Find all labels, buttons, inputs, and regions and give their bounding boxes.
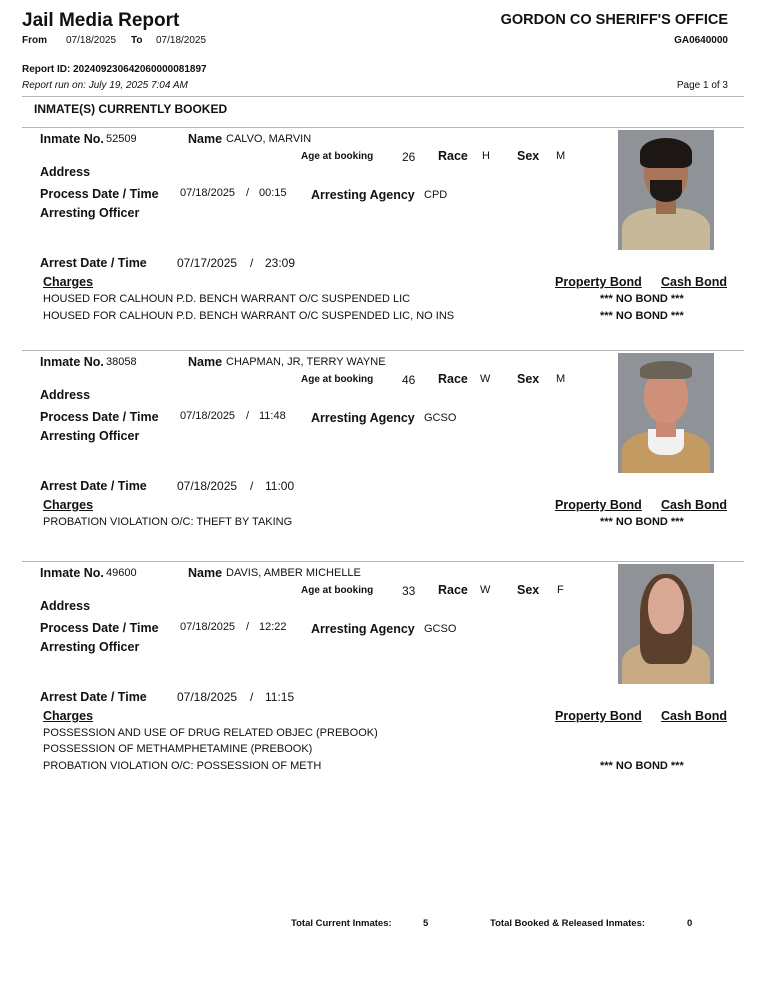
cash-bond-label: Cash Bond: [661, 498, 727, 512]
arresting-agency-value: CPD: [424, 189, 448, 201]
from-date: 07/18/2025: [66, 35, 117, 46]
arrest-time-value: 11:00: [265, 479, 295, 493]
process-slash: /: [246, 621, 250, 633]
arrest-date-value: 07/17/2025: [177, 256, 238, 270]
age-value: 46: [402, 373, 416, 387]
sex-value: M: [556, 150, 566, 162]
charge-line: POSSESSION AND USE OF DRUG RELATED OBJEC (PREBOOK): [43, 727, 378, 739]
name-value: CALVO, MARVIN: [226, 133, 312, 145]
charges-label: Charges: [43, 498, 94, 512]
report-title: Jail Media Report: [22, 10, 180, 31]
name-label: Name: [188, 566, 223, 580]
record-divider: [22, 561, 744, 562]
charge-line: PROBATION VIOLATION O/C: THEFT BY TAKING: [43, 516, 293, 528]
arresting-agency-value: GCSO: [424, 412, 457, 424]
total-current-label: Total Current Inmates:: [291, 918, 392, 929]
sex-label: Sex: [517, 583, 540, 597]
race-label: Race: [438, 149, 468, 163]
address-label: Address: [40, 165, 91, 179]
process-date-value: 07/18/2025: [180, 621, 236, 633]
report-id: Report ID: 202409230642060000081897: [22, 64, 207, 75]
sex-label: Sex: [517, 372, 540, 386]
cash-bond-label: Cash Bond: [661, 275, 727, 289]
arrest-date-value: 07/18/2025: [177, 479, 238, 493]
process-slash: /: [246, 187, 250, 199]
process-time-value: 00:15: [259, 187, 287, 199]
age-value: 33: [402, 584, 416, 598]
report-run-on: Report run on: July 19, 2025 7:04 AM: [22, 80, 188, 91]
record-divider: [22, 350, 744, 351]
inmate-no-label: Inmate No.: [40, 566, 104, 580]
total-booked-label: Total Booked & Released Inmates:: [490, 918, 646, 929]
race-label: Race: [438, 372, 468, 386]
bond-status: *** NO BOND ***: [600, 310, 684, 322]
inmate-photo: [618, 564, 714, 684]
sex-label: Sex: [517, 149, 540, 163]
property-bond-label: Property Bond: [555, 498, 642, 512]
inmate-photo: [618, 130, 714, 250]
total-current-value: 5: [423, 918, 429, 929]
page-number: Page 1 of 3: [676, 80, 728, 91]
process-time-value: 11:48: [259, 410, 286, 422]
charge-line: POSSESSION OF METHAMPHETAMINE (PREBOOK): [43, 743, 313, 755]
arrest-date-value: 07/18/2025: [177, 690, 238, 704]
property-bond-label: Property Bond: [555, 275, 642, 289]
from-label: From: [22, 35, 47, 46]
arresting-agency-label: Arresting Agency: [311, 188, 415, 202]
section-title: INMATE(S) CURRENTLY BOOKED: [34, 102, 228, 116]
arresting-agency-value: GCSO: [424, 623, 457, 635]
process-date-label: Process Date / Time: [40, 187, 159, 201]
bond-status: *** NO BOND ***: [600, 293, 684, 305]
section-divider: [22, 127, 744, 128]
arrest-date-label: Arrest Date / Time: [40, 690, 147, 704]
charge-line: HOUSED FOR CALHOUN P.D. BENCH WARRANT O/C SUSPENDED LIC, NO INS: [43, 310, 455, 322]
arresting-agency-label: Arresting Agency: [311, 411, 415, 425]
process-date-value: 07/18/2025: [180, 410, 236, 422]
name-label: Name: [188, 132, 223, 146]
process-date-label: Process Date / Time: [40, 621, 159, 635]
name-value: CHAPMAN, JR, TERRY WAYNE: [226, 356, 386, 368]
to-date: 07/18/2025: [156, 35, 207, 46]
agency-code: GA0640000: [674, 35, 728, 46]
process-time-value: 12:22: [259, 621, 287, 633]
to-label: To: [131, 35, 143, 46]
arrest-time-value: 23:09: [265, 256, 296, 270]
arrest-date-label: Arrest Date / Time: [40, 479, 147, 493]
race-value: W: [480, 373, 491, 385]
header-divider: [22, 96, 744, 97]
total-booked-value: 0: [687, 918, 693, 929]
arresting-officer-label: Arresting Officer: [40, 206, 140, 220]
bond-status: *** NO BOND ***: [600, 760, 684, 772]
sex-value: M: [556, 373, 566, 385]
process-slash: /: [246, 410, 250, 422]
agency-name: GORDON CO SHERIFF'S OFFICE: [500, 12, 728, 28]
name-value: DAVIS, AMBER MICHELLE: [226, 567, 361, 579]
inmate-no-label: Inmate No.: [40, 132, 104, 146]
bond-status: *** NO BOND ***: [600, 516, 684, 528]
race-value: H: [482, 150, 490, 162]
charges-label: Charges: [43, 709, 94, 723]
charge-line: HOUSED FOR CALHOUN P.D. BENCH WARRANT O/C SUSPENDED LIC: [43, 293, 411, 305]
arrest-slash: /: [250, 690, 254, 704]
race-value: W: [480, 584, 491, 596]
inmate-no-value: 52509: [106, 133, 137, 145]
arresting-agency-label: Arresting Agency: [311, 622, 415, 636]
name-label: Name: [188, 355, 223, 369]
inmate-no-value: 38058: [106, 356, 137, 368]
age-label: Age at booking: [301, 374, 374, 385]
arresting-officer-label: Arresting Officer: [40, 429, 140, 443]
age-value: 26: [402, 150, 416, 164]
arrest-slash: /: [250, 256, 254, 270]
address-label: Address: [40, 599, 91, 613]
inmate-no-label: Inmate No.: [40, 355, 104, 369]
arrest-time-value: 11:15: [265, 690, 295, 704]
sex-value: F: [557, 584, 564, 596]
age-label: Age at booking: [301, 585, 374, 596]
address-label: Address: [40, 388, 91, 402]
process-date-label: Process Date / Time: [40, 410, 159, 424]
arrest-slash: /: [250, 479, 254, 493]
race-label: Race: [438, 583, 468, 597]
inmate-photo: [618, 353, 714, 473]
property-bond-label: Property Bond: [555, 709, 642, 723]
charge-line: PROBATION VIOLATION O/C: POSSESSION OF METH: [43, 760, 322, 772]
age-label: Age at booking: [301, 151, 374, 162]
arrest-date-label: Arrest Date / Time: [40, 256, 147, 270]
inmate-no-value: 49600: [106, 567, 137, 579]
process-date-value: 07/18/2025: [180, 187, 236, 199]
charges-label: Charges: [43, 275, 94, 289]
cash-bond-label: Cash Bond: [661, 709, 727, 723]
arresting-officer-label: Arresting Officer: [40, 640, 140, 654]
